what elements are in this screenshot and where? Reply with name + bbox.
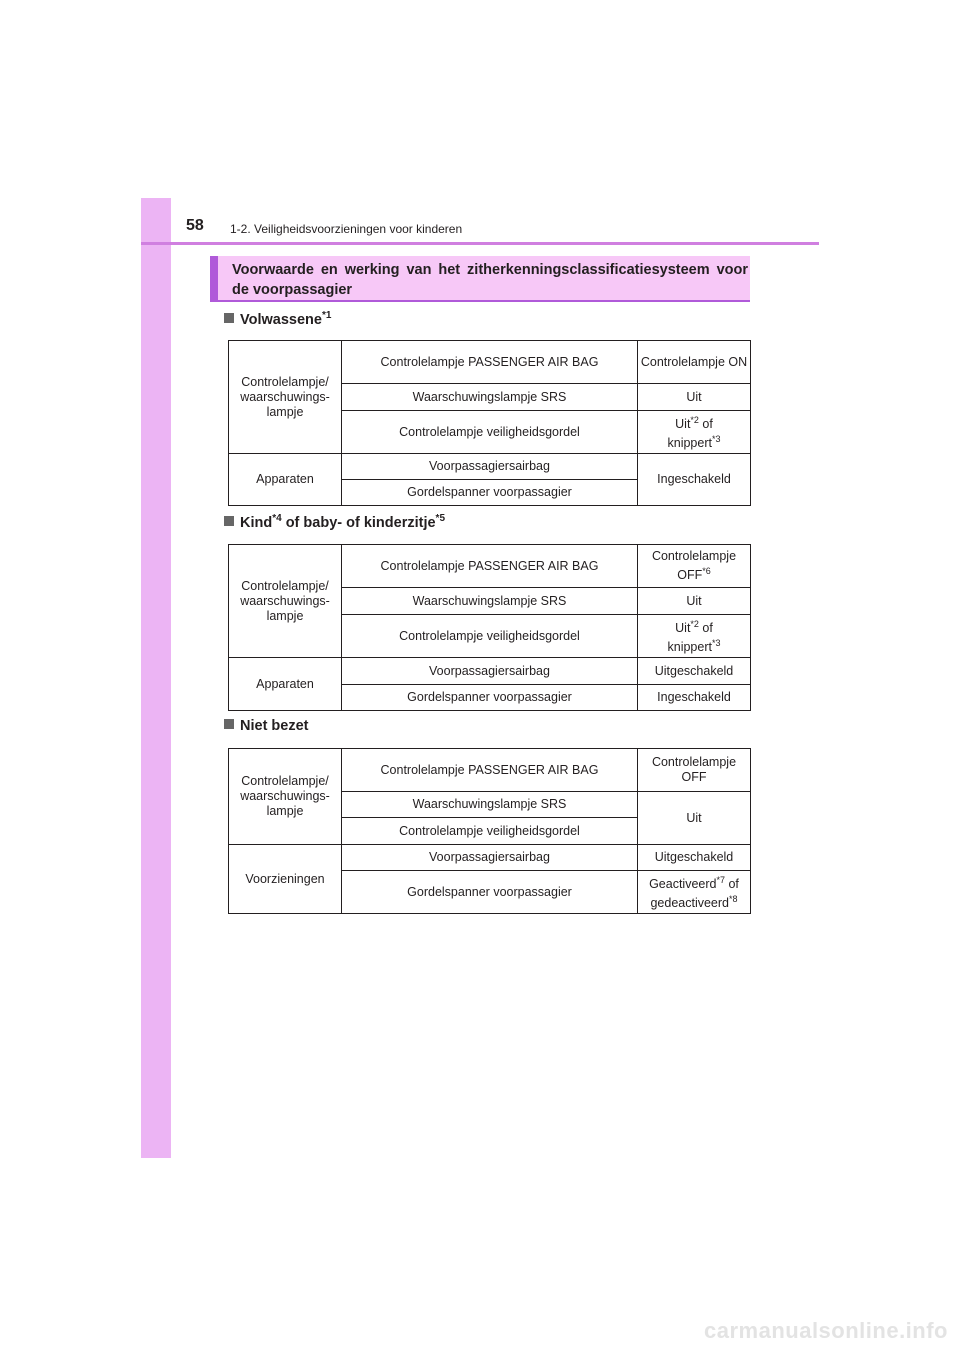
square-bullet-icon [224, 516, 234, 526]
cell-value [638, 411, 751, 454]
section-heading: Voorwaarde en werking van het zitherkenningsclassificatiesysteem voor de voorpassagier [232, 262, 748, 298]
table-row [229, 749, 751, 792]
footnote-ref: *6 [702, 565, 711, 576]
cell-value: Uit [638, 384, 751, 411]
subhead-empty [224, 718, 309, 734]
value-text: of [698, 621, 713, 635]
subhead-child-label: Kind [240, 514, 273, 531]
footnote-ref: *5 [435, 513, 445, 524]
cell-dev-pretensioner: Gordelspanner voorpassagier [342, 871, 638, 914]
cell-lamp-srs: Waarschuwingslampje SRS [342, 588, 638, 615]
footnote-ref: *1 [321, 310, 332, 321]
cell-value: Uitgeschakeld [638, 845, 751, 871]
cell-value [638, 871, 751, 914]
cell-dev-airbag: Voorpassagiersairbag [342, 658, 638, 685]
row-header-lamps: Controlelampje/ waarschuwings-lampje [229, 341, 342, 454]
cell-value [638, 615, 751, 658]
cell-dev-airbag: Voorpassagiersairbag [342, 454, 638, 480]
cell-value: Controlelampje OFF [638, 749, 751, 792]
subhead-empty-label: Niet bezet [240, 718, 309, 734]
value-text: knippert [667, 640, 712, 655]
row-header-devices: Apparaten [229, 658, 342, 711]
footnote-ref: *2 [690, 414, 699, 425]
value-text: knippert [667, 436, 712, 451]
cell-value: Ingeschakeld [638, 685, 751, 711]
cell-value: Uitgeschakeld [638, 658, 751, 685]
cell-lamp-srs: Waarschuwingslampje SRS [342, 792, 638, 818]
table-adult [228, 340, 751, 506]
subhead-child [224, 513, 445, 531]
cell-lamp-srs: Waarschuwingslampje SRS [342, 384, 638, 411]
table-child [228, 544, 751, 711]
section-heading-box [210, 256, 750, 302]
footnote-ref: *8 [729, 894, 738, 904]
footnote-ref: *2 [690, 618, 699, 629]
value-text: Uit [675, 621, 691, 635]
footnote-ref: *4 [272, 513, 282, 524]
cell-lamp-airbag: Controlelampje PASSENGER AIR BAG [342, 545, 638, 588]
subhead-adult [224, 310, 331, 328]
cell-dev-pretensioner: Gordelspanner voorpassagier [342, 480, 638, 506]
square-bullet-icon [224, 719, 234, 729]
table-row [229, 341, 751, 384]
row-header-lamps: Controlelampje/ waarschuwings-lampje [229, 545, 342, 658]
sidebar-tab [141, 198, 171, 1158]
table-empty [228, 748, 751, 914]
page-number: 58 [186, 217, 204, 234]
cell-dev-pretensioner: Gordelspanner voorpassagier [342, 685, 638, 711]
row-header-devices: Apparaten [229, 454, 342, 506]
footnote-ref: *3 [711, 638, 721, 648]
row-header-devices: Voorzieningen [229, 845, 342, 914]
value-text: Geactiveerd [649, 877, 717, 891]
cell-lamp-airbag: Controlelampje PASSENGER AIR BAG [342, 749, 638, 792]
cell-value: Uit [638, 792, 751, 845]
value-text: gedeactiveerd [650, 896, 729, 911]
chapter-title: 1-2. Veiligheidsvoorzieningen voor kinderen [230, 222, 463, 236]
table-row [229, 658, 751, 685]
subhead-adult-label: Volwassene [240, 311, 322, 328]
value-text: of [698, 417, 713, 431]
table-row [229, 845, 751, 871]
cell-lamp-belt: Controlelampje veiligheidsgordel [342, 411, 638, 454]
square-bullet-icon [224, 313, 234, 323]
cell-dev-airbag: Voorpassagiersairbag [342, 845, 638, 871]
cell-value: Ingeschakeld [638, 454, 751, 506]
subhead-child-label: of baby- of kinderzitje [281, 514, 436, 531]
value-text: Controlelampje OFF [651, 548, 737, 583]
cell-lamp-airbag: Controlelampje PASSENGER AIR BAG [342, 341, 638, 384]
cell-lamp-belt: Controlelampje veiligheidsgordel [342, 818, 638, 845]
footnote-ref: *3 [711, 434, 721, 444]
value-text: of [725, 877, 739, 891]
cell-value: Uit [638, 588, 751, 615]
footnote-ref: *7 [716, 874, 725, 885]
cell-value: Controlelampje ON [638, 341, 751, 384]
table-row [229, 454, 751, 480]
row-header-lamps: Controlelampje/ waarschuwings-lampje [229, 749, 342, 845]
cell-lamp-belt: Controlelampje veiligheidsgordel [342, 615, 638, 658]
watermark: carmanualsonline.info [704, 1318, 948, 1343]
table-row [229, 545, 751, 588]
cell-value [638, 545, 751, 588]
header-rule [141, 242, 819, 245]
value-text: Uit [675, 417, 691, 431]
